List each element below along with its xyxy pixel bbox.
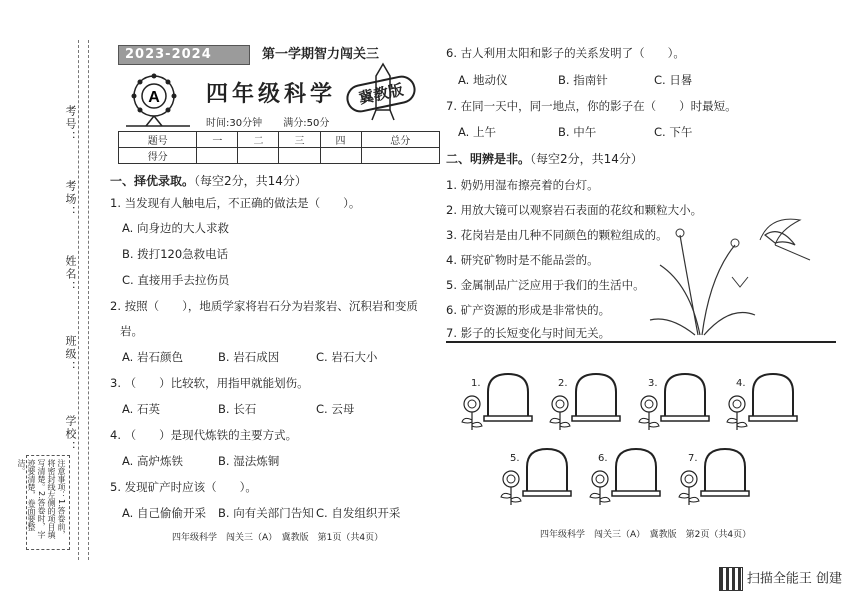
question-option[interactable]: A. 石英 [122, 402, 160, 416]
exam-room-label: 考场： [64, 180, 77, 219]
score-header-cell: 总分 [361, 132, 439, 148]
question-option[interactable]: B. 指南针 [558, 73, 608, 87]
score-cell[interactable] [320, 148, 361, 164]
cage-number: 7. [688, 453, 698, 464]
question-option[interactable]: C. 日晷 [654, 73, 693, 87]
score-header-cell: 四 [320, 132, 361, 148]
page-title: 四年级科学 [206, 82, 337, 107]
question-option[interactable]: A. 高炉炼铁 [122, 454, 183, 468]
flower-cage-icon [499, 447, 579, 517]
cage-number: 2. [558, 378, 568, 389]
question-stem: 5. 发现矿产时应该（ ）。 [110, 480, 257, 494]
score-header-cell: 三 [279, 132, 320, 148]
question-option[interactable]: B. 湿法炼铜 [218, 454, 280, 468]
flower-cage-icon [588, 447, 668, 517]
notice-box: 注意事项：1.答卷前，将密封线左侧的项目填写清楚。2.答卷时，字迹要清楚，卷面要整洁。 [26, 455, 70, 550]
cage-number: 1. [471, 378, 481, 389]
question-stem: 4. （ ）是现代炼铁的主要方式。 [110, 428, 298, 442]
question-option[interactable]: C. 下午 [654, 125, 693, 139]
section-divider [446, 341, 836, 343]
judgement-item: 1. 奶奶用湿布擦亮着的台灯。 [446, 178, 599, 192]
version-badge: 冀教版 [344, 73, 418, 115]
flower-cage-icon [460, 372, 540, 442]
question-option[interactable]: B. 岩石成因 [218, 350, 280, 364]
question-stem: 7. 在同一天中，同一地点，你的影子在（ ）时最短。 [446, 99, 737, 113]
level-badge: A [148, 89, 160, 106]
full-score: 满分:50分 [283, 118, 330, 129]
cage-number: 5. [510, 453, 520, 464]
judgement-item: 6. 矿产资源的形成是非常快的。 [446, 303, 611, 317]
exam-number-label: 考号： [64, 105, 77, 144]
question-option[interactable]: C. 云母 [316, 402, 355, 416]
section2-note: （每空2分，共14分） [530, 152, 643, 166]
score-cell[interactable] [238, 148, 279, 164]
score-table [118, 131, 440, 164]
class-label: 班级： [64, 335, 77, 374]
seal-line [78, 40, 79, 560]
cage-number: 4. [736, 378, 746, 389]
page2-footer: 四年级科学 闯关三（A） 冀教版 第2页（共4页） [540, 530, 752, 540]
school-year: 2023-2024 [125, 47, 212, 62]
judgement-item: 3. 花岗岩是由几种不同颜色的颗粒组成的。 [446, 228, 668, 242]
cage-number: 6. [598, 453, 608, 464]
judgement-item: 4. 研究矿物时是不能品尝的。 [446, 253, 599, 267]
name-label: 姓名： [64, 255, 77, 294]
exam-time: 时间:30分钟 [206, 118, 263, 129]
scanner-watermark [719, 567, 842, 591]
exam-info [206, 114, 329, 129]
question-option[interactable]: A. 向身边的大人求救 [122, 221, 229, 235]
pencil-rocket-icon [368, 62, 398, 122]
flower-cage-icon [677, 447, 757, 517]
binding-margin [0, 0, 100, 609]
question-option[interactable]: B. 中午 [558, 125, 597, 139]
judgement-item: 7. 影子的长短变化与时间无关。 [446, 326, 611, 340]
section1-heading [110, 172, 307, 189]
question-option[interactable]: A. 自己偷偷开采 [122, 506, 206, 520]
score-cell[interactable] [361, 148, 439, 164]
score-header-cell: 二 [238, 132, 279, 148]
section2-heading [446, 150, 643, 167]
score-cell[interactable] [279, 148, 320, 164]
score-table-row [119, 148, 440, 164]
flower-cage-icon [725, 372, 805, 442]
question-option[interactable]: B. 拨打120急救电话 [122, 247, 229, 261]
banner-title: 第一学期智力闯关三 [249, 45, 441, 65]
question-option[interactable]: C. 直接用手去拉伤员 [122, 273, 230, 287]
seal-line-inner [88, 40, 89, 560]
question-stem: 2. 按照（ ），地质学家将岩石分为岩浆岩、沉积岩和变质 [110, 299, 418, 313]
school-label: 学校： [64, 415, 77, 454]
question-option[interactable]: B. 长石 [218, 402, 257, 416]
question-option[interactable]: A. 上午 [458, 125, 496, 139]
question-option[interactable]: A. 岩石颜色 [122, 350, 183, 364]
ferris-wheel-logo [124, 70, 192, 128]
judgement-item: 2. 用放大镜可以观察岩石表面的花纹和颗粒大小。 [446, 203, 703, 217]
question-stem: 1. 当发现有人触电后，不正确的做法是（ ）。 [110, 196, 361, 210]
flower-cage-icon [637, 372, 717, 442]
question-option[interactable]: A. 地动仪 [458, 73, 508, 87]
question-stem: 6. 古人利用太阳和影子的关系发明了（ ）。 [446, 46, 685, 60]
question-stem: 3. （ ）比较软，用指甲就能划伤。 [110, 376, 309, 390]
score-row-label: 得分 [119, 148, 197, 164]
cage-number: 3. [648, 378, 658, 389]
score-header-cell: 一 [197, 132, 238, 148]
flower-cage-icon [548, 372, 628, 442]
section1-note: （每空2分，共14分） [194, 174, 307, 188]
page1-footer: 四年级科学 闯关三（A） 冀教版 第1页（共4页） [172, 533, 384, 543]
section1-title: 一、择优录取。 [110, 174, 195, 188]
judgement-item: 5. 金属制品广泛应用于我们的生活中。 [446, 278, 645, 292]
question-option[interactable]: B. 向有关部门告知 [218, 506, 314, 520]
question-option[interactable]: C. 自发组织开采 [316, 506, 401, 520]
crane-and-orchid-illustration [640, 205, 820, 345]
section2-title: 二、明辨是非。 [446, 152, 531, 166]
question-stem-cont: 岩。 [120, 324, 143, 338]
score-header-cell: 题号 [119, 132, 197, 148]
score-cell[interactable] [197, 148, 238, 164]
score-table-header-row [119, 132, 440, 148]
watermark-text: 扫描全能王 创建 [746, 571, 842, 587]
qr-code-icon [719, 567, 743, 591]
question-option[interactable]: C. 岩石大小 [316, 350, 378, 364]
